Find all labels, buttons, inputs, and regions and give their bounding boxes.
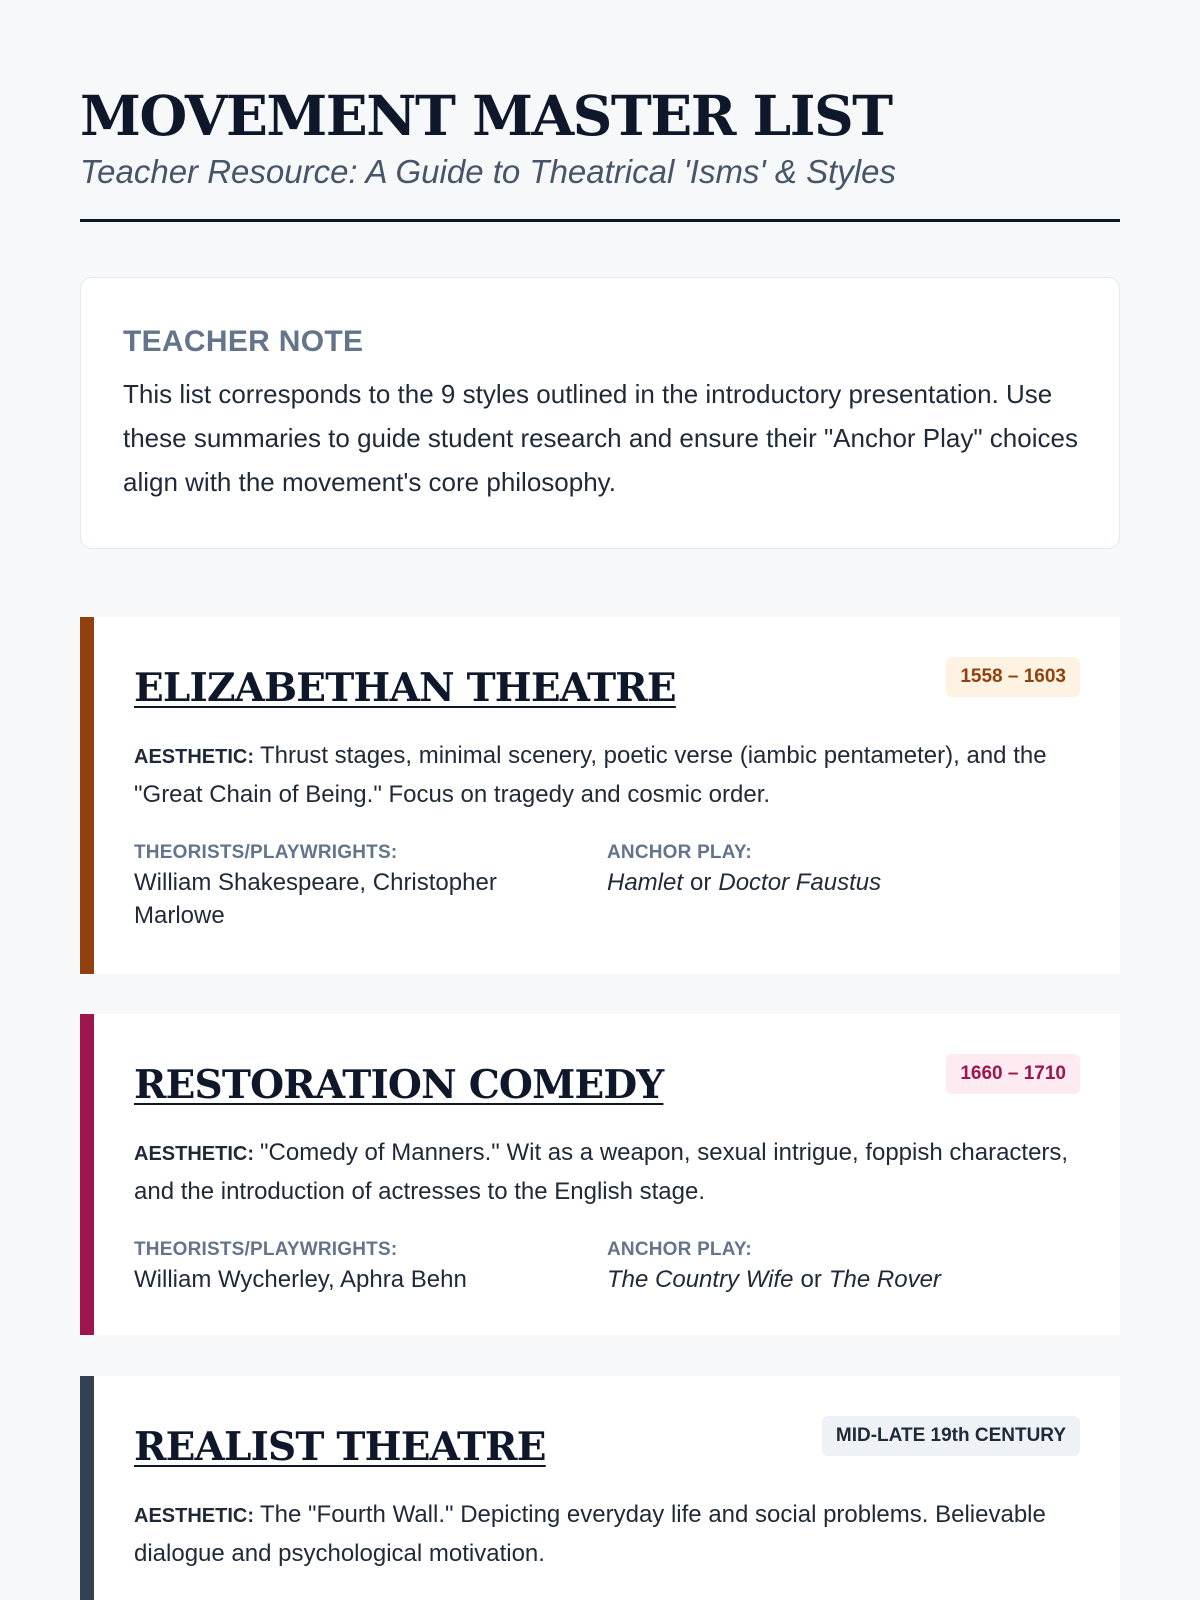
anchor-play-column <box>607 840 1080 932</box>
movement-details <box>134 840 1080 932</box>
movement-card-restoration <box>80 1014 1120 1335</box>
aesthetic-text: Thrust stages, minimal scenery, poetic verse (iambic pentameter), and the "Great Chain of Being." Focus on tragedy and cosmic order. <box>134 742 1047 808</box>
anchor-play-separator: or <box>690 869 712 896</box>
aesthetic-description <box>134 1496 1080 1573</box>
aesthetic-text: "Comedy of Manners." Wit as a weapon, sexual intrigue, foppish characters, and the introduction of actresses to the English stage. <box>134 1139 1069 1205</box>
aesthetic-description <box>134 737 1080 814</box>
aesthetic-label: AESTHETIC: <box>134 1143 254 1165</box>
anchor-play-title: The Rover <box>828 1266 941 1293</box>
period-badge: 1558 – 1603 <box>946 657 1080 697</box>
anchor-play-separator: or <box>800 1266 822 1293</box>
theorists-label: THEORISTS/PLAYWRIGHTS: <box>134 1239 398 1260</box>
movement-title: ELIZABETHAN THEATRE <box>134 665 676 711</box>
anchor-play-label: ANCHOR PLAY: <box>607 1239 752 1260</box>
movement-card-header <box>134 1054 1080 1116</box>
movement-card-elizabethan <box>80 617 1120 974</box>
teacher-note-heading: TEACHER NOTE <box>123 325 364 358</box>
theorists-column <box>134 840 607 932</box>
movement-card-header <box>134 1416 1080 1478</box>
page-header <box>80 80 1120 192</box>
movement-title: RESTORATION COMEDY <box>134 1062 664 1108</box>
page-title: MOVEMENT MASTER LIST <box>80 83 892 148</box>
anchor-play-value <box>607 1263 987 1296</box>
teacher-note-body: This list corresponds to the 9 styles outlined in the introductory presentation. Use these summaries to guide student research and ensure their "Anchor Play" choices align with the movement's core philosophy. <box>123 379 1078 497</box>
anchor-play-title: The Country Wife <box>607 1266 794 1293</box>
theorists-value: William Shakespeare, Christopher Marlowe <box>134 869 497 929</box>
anchor-play-label: ANCHOR PLAY: <box>607 842 752 863</box>
anchor-play-column <box>607 1237 1080 1296</box>
header-divider <box>80 219 1120 222</box>
anchor-play-value <box>607 866 987 899</box>
teacher-note-card <box>80 277 1120 549</box>
theorists-label: THEORISTS/PLAYWRIGHTS: <box>134 842 398 863</box>
movement-details <box>134 1237 1080 1296</box>
period-badge: 1660 – 1710 <box>946 1054 1080 1094</box>
aesthetic-text: The "Fourth Wall." Depicting everyday life and social problems. Believable dialogue and psychological motivation. <box>134 1501 1046 1567</box>
period-badge: MID-LATE 19th CENTURY <box>822 1416 1080 1456</box>
anchor-play-title: Hamlet <box>607 869 684 896</box>
theorists-value: William Wycherley, Aphra Behn <box>134 1266 467 1293</box>
movement-card-realist <box>80 1376 1120 1600</box>
anchor-play-title: Doctor Faustus <box>718 869 882 896</box>
page-subtitle: Teacher Resource: A Guide to Theatrical 'Isms' & Styles <box>80 153 896 190</box>
aesthetic-label: AESTHETIC: <box>134 1505 254 1527</box>
theorists-column <box>134 1237 607 1296</box>
movement-title: REALIST THEATRE <box>134 1424 546 1470</box>
aesthetic-label: AESTHETIC: <box>134 746 254 768</box>
aesthetic-description <box>134 1134 1080 1211</box>
movement-card-header <box>134 657 1080 719</box>
